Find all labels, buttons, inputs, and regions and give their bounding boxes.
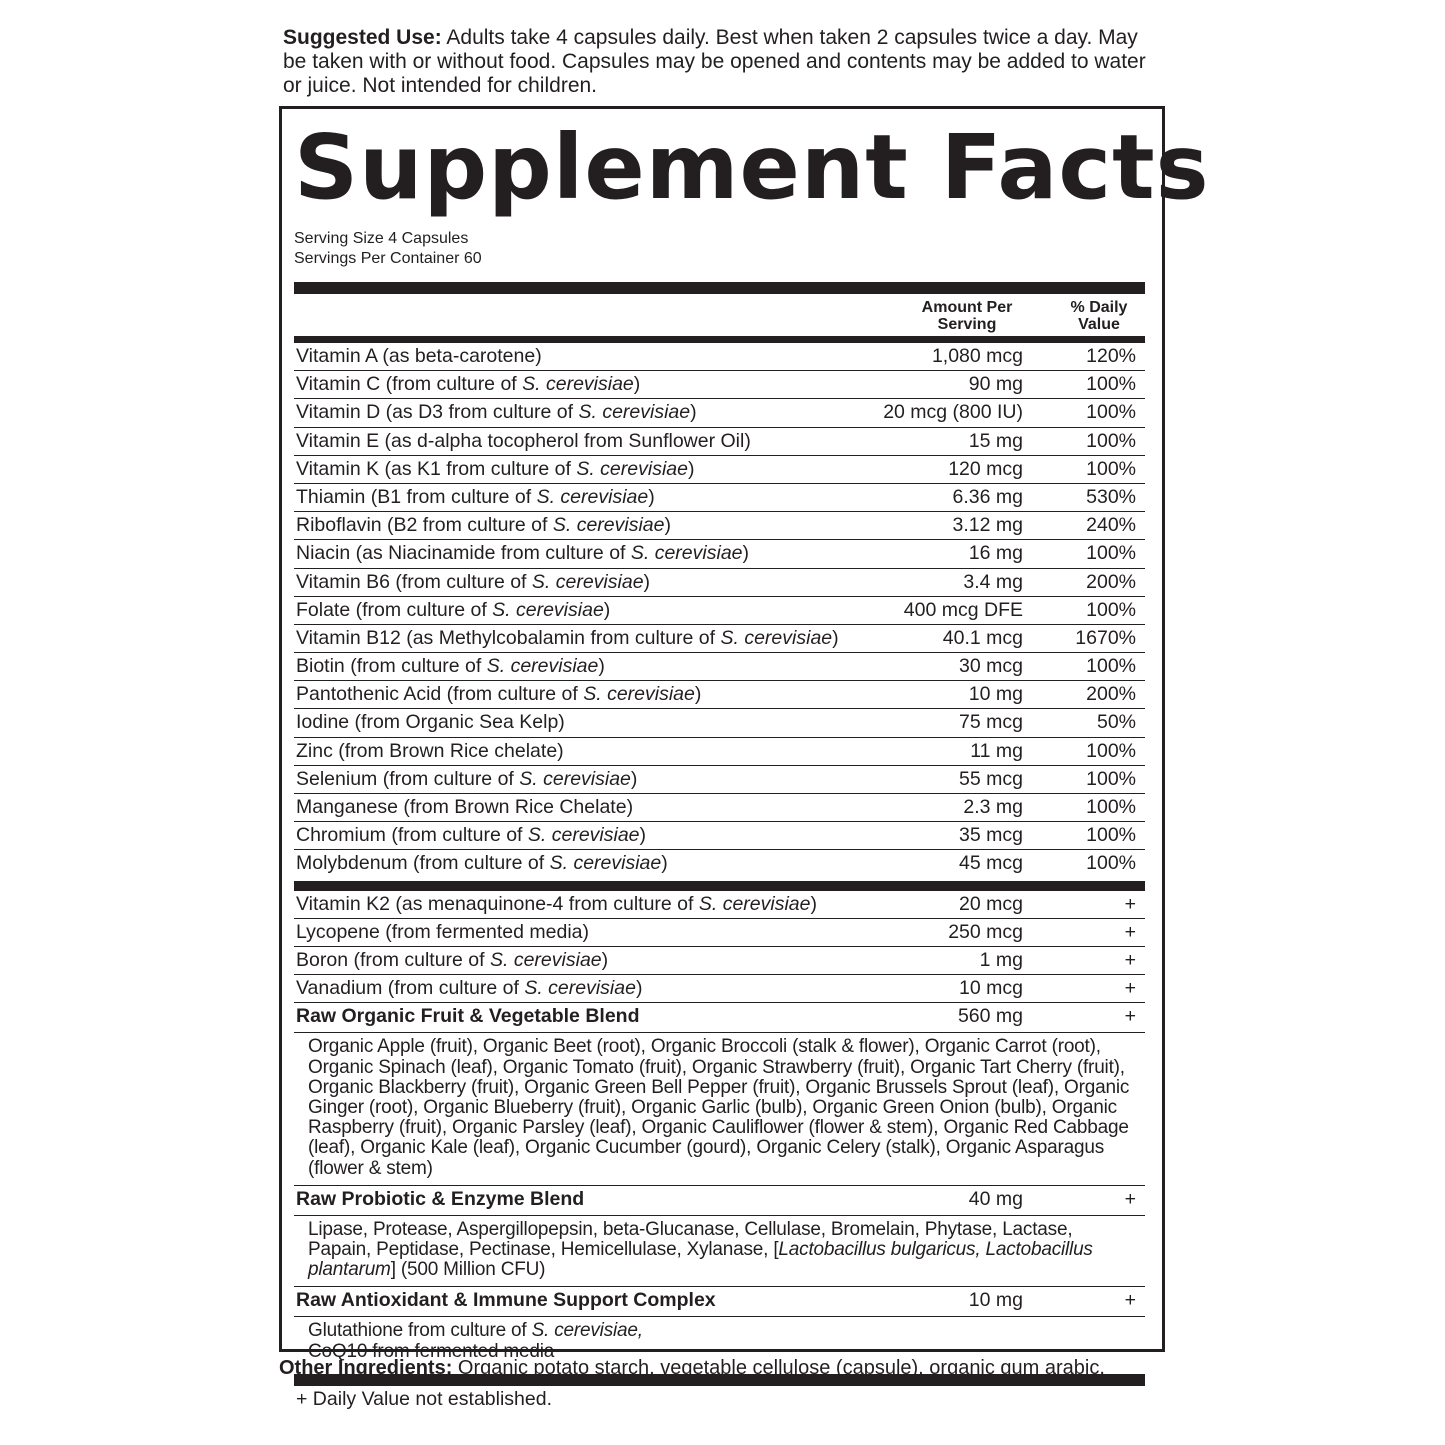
nutrient-source-italic: S. cerevisiae <box>576 457 688 480</box>
nutrient-amount: 10 mcg <box>959 977 1023 1000</box>
nutrient-daily-value: 100% <box>1086 429 1136 452</box>
nutrient-name-text: Lycopene (from fermented media) <box>296 920 589 943</box>
serving-info <box>294 229 1145 269</box>
contents-text: CoQ10 from fermented media <box>308 1340 555 1362</box>
other-ingredients-text: Organic potato starch, vegetable cellulose (capsule), organic gum arabic. <box>452 1357 1105 1379</box>
nutrient-name-text: Biotin (from culture of <box>296 655 487 678</box>
nutrient-row <box>294 681 1145 709</box>
nutrient-daily-value: 100% <box>1086 824 1136 847</box>
blend-daily-value: + <box>1124 1289 1136 1312</box>
nutrient-daily-value: + <box>1124 948 1136 971</box>
nutrient-name-text: ) <box>742 542 750 565</box>
nutrient-name-text: ) <box>633 373 641 396</box>
nutrient-row <box>294 919 1145 947</box>
nutrient-name <box>296 428 751 455</box>
nutrient-name <box>296 569 650 596</box>
nutrient-row <box>294 625 1145 653</box>
nutrient-row <box>294 399 1145 427</box>
nutrient-source-italic: S. cerevisiae <box>524 977 636 1000</box>
nutrient-name <box>296 540 749 567</box>
nutrient-amount: 90 mg <box>968 373 1023 396</box>
nutrient-name <box>296 484 655 511</box>
suggested-use-label: Suggested Use: <box>283 26 442 49</box>
nutrient-name-text: Pantothenic Acid (from culture of <box>296 683 584 706</box>
nutrient-name-text: Niacin (as Niacinamide from culture of <box>296 542 631 565</box>
divider-thick <box>294 282 1145 294</box>
nutrient-source-italic: S. cerevisiae <box>531 570 644 593</box>
nutrient-daily-value: 100% <box>1086 542 1136 565</box>
nutrient-source-italic: S. cerevisiae <box>578 401 691 424</box>
nutrient-row <box>294 343 1145 371</box>
suggested-use-text: Adults take 4 capsules daily. Best when taken 2 capsules twice a day. May be taken with or without food. Capsules may be opened and contents may be added to water or juice. Not intended for children. <box>283 26 1146 97</box>
contents-text: Lipase, Protease, Aspergillopepsin, beta-Glucanase, Cellulase, Bromelain, Phytase, Lactase, Papain, Peptidase, Pectinase, Hemicellulase, Xylanase, [ <box>308 1218 1073 1260</box>
contents-text: ] (500 Million CFU) <box>390 1259 546 1281</box>
nutrient-name <box>296 822 646 849</box>
serving-size: Serving Size 4 Capsules <box>294 230 469 247</box>
blend-amount: 10 mg <box>968 1289 1023 1312</box>
nutrient-amount: 400 mcg DFE <box>903 598 1023 621</box>
nutrient-name <box>296 625 839 652</box>
nutrient-name <box>296 794 633 821</box>
nutrient-source-italic: S. cerevisiae <box>522 373 634 396</box>
nutrient-row <box>294 822 1145 850</box>
nutrient-daily-value: 530% <box>1086 485 1136 508</box>
nutrient-row <box>294 653 1145 681</box>
nutrient-amount: 16 mg <box>968 542 1023 565</box>
nutrient-daily-value: 100% <box>1086 852 1136 875</box>
nutrient-name <box>296 766 637 793</box>
nutrient-name <box>296 738 564 765</box>
nutrient-name <box>296 975 642 1002</box>
nutrient-source-italic: S. cerevisiae <box>698 892 811 915</box>
nutrient-name <box>296 343 542 370</box>
nutrient-name-text: ) <box>635 977 643 1000</box>
nutrient-name-text: Vitamin K (as K1 from culture of <box>296 457 577 480</box>
nutrient-row <box>294 484 1145 512</box>
blend-amount: 40 mg <box>968 1187 1023 1210</box>
nutrient-name <box>296 947 608 974</box>
nutrient-row <box>294 428 1145 456</box>
nutrient-daily-value: 100% <box>1086 598 1136 621</box>
nutrient-daily-value: 1670% <box>1075 626 1136 649</box>
blend-row-antioxidant <box>294 1287 1145 1317</box>
nutrient-amount: 250 mcg <box>948 920 1023 943</box>
other-nutrient-list <box>294 891 1145 1004</box>
nutrient-row <box>294 456 1145 484</box>
nutrient-name-text: Iodine (from Organic Sea Kelp) <box>296 711 565 734</box>
nutrient-amount: 1,080 mcg <box>931 345 1023 367</box>
nutrient-name-text: Vanadium (from culture of <box>296 977 525 1000</box>
nutrient-amount: 75 mcg <box>959 711 1023 734</box>
nutrient-name-text: ) <box>687 457 695 480</box>
nutrient-name <box>296 681 701 708</box>
nutrient-source-italic: S. cerevisiae <box>720 626 833 649</box>
nutrient-source-italic: S. cerevisiae <box>492 598 604 621</box>
nutrient-amount: 15 mg <box>968 429 1023 452</box>
nutrient-daily-value: 100% <box>1086 796 1136 818</box>
nutrient-name-text: Vitamin B12 (as Methylcobalamin from culture of <box>296 626 721 649</box>
nutrient-name-text: ) <box>643 570 651 593</box>
divider-medium <box>294 881 1145 891</box>
nutrient-amount: 1 mg <box>979 948 1023 971</box>
nutrient-daily-value: + <box>1124 892 1136 915</box>
nutrient-row <box>294 975 1145 1003</box>
nutrient-name-text: ) <box>832 626 839 649</box>
blend-row-fruit <box>294 1003 1145 1033</box>
nutrient-amount: 120 mcg <box>948 457 1023 480</box>
nutrient-name <box>296 709 565 736</box>
blend-amount: 560 mg <box>957 1005 1023 1028</box>
nutrient-name-text: Manganese (from Brown Rice Chelate) <box>296 796 634 818</box>
nutrient-name-text: Vitamin K2 (as menaquinone-4 from culture of <box>296 892 699 915</box>
nutrient-row <box>294 891 1145 919</box>
nutrient-source-italic: S. cerevisiae <box>527 824 640 847</box>
nutrient-name-text: Chromium (from culture of <box>296 824 528 847</box>
nutrient-amount: 2.3 mg <box>963 796 1023 818</box>
nutrient-name-text: Selenium (from culture of <box>296 767 520 790</box>
nutrient-row <box>294 766 1145 794</box>
nutrient-name-text: Thiamin (B1 from culture of <box>296 485 537 508</box>
nutrient-daily-value: 100% <box>1086 739 1136 762</box>
divider-medium <box>294 336 1145 343</box>
nutrient-source-italic: S. cerevisiae <box>552 514 665 537</box>
nutrient-amount: 6.36 mg <box>952 485 1023 508</box>
nutrient-name-text: Folate (from culture of <box>296 598 493 621</box>
nutrient-name <box>296 597 610 624</box>
nutrient-amount: 20 mcg <box>959 892 1023 915</box>
blend-name: Raw Antioxidant & Immune Support Complex <box>296 1289 716 1312</box>
nutrient-name-text: ) <box>694 683 702 706</box>
nutrient-name <box>296 456 694 483</box>
nutrient-name-text: Vitamin E (as d-alpha tocopherol from Sunflower Oil) <box>296 429 751 452</box>
nutrient-name-text: ) <box>810 892 817 915</box>
nutrient-daily-value: 200% <box>1086 683 1136 706</box>
other-ingredients <box>279 1356 1179 1380</box>
nutrient-amount: 35 mcg <box>959 824 1023 847</box>
servings-per-container: Servings Per Container 60 <box>294 250 482 267</box>
nutrient-name <box>296 850 668 877</box>
nutrient-daily-value: 240% <box>1086 514 1136 537</box>
nutrient-source-italic: S. cerevisiae <box>583 683 695 706</box>
nutrient-daily-value: 100% <box>1086 373 1136 396</box>
nutrient-name-text: ) <box>661 852 668 875</box>
nutrient-amount: 3.12 mg <box>952 514 1023 537</box>
nutrient-row <box>294 709 1145 737</box>
nutrient-source-italic: S. cerevisiae <box>549 852 662 875</box>
nutrient-name-text: Vitamin C (from culture of <box>296 373 523 396</box>
nutrient-name <box>296 371 640 398</box>
nutrient-name-text: Riboflavin (B2 from culture of <box>296 514 553 537</box>
nutrient-name-text: ) <box>598 655 605 678</box>
nutrient-name <box>296 399 697 426</box>
header-daily-value: % Daily Value <box>1070 299 1128 333</box>
nutrient-daily-value: 100% <box>1086 655 1136 678</box>
nutrient-row <box>294 540 1145 568</box>
nutrient-name-text: Vitamin D (as D3 from culture of <box>296 401 579 424</box>
other-ingredients-label: Other Ingredients: <box>279 1357 453 1379</box>
blend-daily-value: + <box>1124 1187 1136 1210</box>
nutrient-amount: 11 mg <box>970 739 1023 762</box>
nutrient-row <box>294 597 1145 625</box>
nutrient-name-text: Zinc (from Brown Rice chelate) <box>296 739 564 762</box>
nutrient-amount: 55 mcg <box>959 767 1023 790</box>
blend-name: Raw Probiotic & Enzyme Blend <box>296 1187 585 1210</box>
nutrient-name-text: Vitamin A (as beta-carotene) <box>296 345 542 367</box>
nutrient-daily-value: 120% <box>1086 345 1136 367</box>
nutrient-row <box>294 947 1145 975</box>
nutrient-amount: 45 mcg <box>959 852 1023 875</box>
nutrient-name-text: ) <box>664 514 671 537</box>
suggested-use <box>283 26 1163 98</box>
nutrient-amount: 40.1 mcg <box>942 626 1023 649</box>
nutrient-name-text: ) <box>639 824 647 847</box>
nutrient-daily-value: 50% <box>1096 711 1136 734</box>
blend-row-probiotic <box>294 1186 1145 1216</box>
nutrient-daily-value: 100% <box>1086 401 1136 424</box>
blend-contents-probiotic <box>294 1216 1145 1288</box>
nutrient-name-text: Boron (from culture of <box>296 948 490 971</box>
nutrient-amount: 30 mcg <box>959 655 1023 678</box>
nutrient-name <box>296 891 817 918</box>
nutrient-name-text: ) <box>601 948 609 971</box>
header-amount: Amount Per Serving <box>921 299 1013 333</box>
nutrient-row <box>294 512 1145 540</box>
nutrient-daily-value: 100% <box>1086 767 1136 790</box>
nutrient-name <box>296 919 589 946</box>
nutrient-source-italic: S. cerevisiae <box>536 485 649 508</box>
nutrient-source-italic: S. cerevisiae <box>490 948 602 971</box>
blend-name: Raw Organic Fruit & Vegetable Blend <box>296 1005 640 1028</box>
column-header <box>294 294 1145 336</box>
nutrient-name-text: ) <box>630 767 638 790</box>
nutrient-name-text: ) <box>690 401 697 424</box>
contents-italic: Lactobacillus bulgaricus, Lactobacillus plantarum <box>308 1238 1093 1281</box>
nutrient-row <box>294 850 1145 878</box>
footnote: + Daily Value not established. <box>296 1387 553 1410</box>
nutrient-name <box>296 512 671 539</box>
nutrient-source-italic: S. cerevisiae <box>486 655 599 678</box>
nutrient-daily-value: 200% <box>1086 570 1136 593</box>
nutrient-amount: 10 mg <box>968 683 1023 706</box>
blend-contents-fruit: Organic Apple (fruit), Organic Beet (root), Organic Broccoli (stalk & flower), Organic Carrot (root), Organic Spinach (leaf), Organic Tomato (fruit), Organic Strawberry (fruit), Organic Tart Cherry (fruit), Organic Blackberry (fruit), Organic Green Bell Pepper (fruit), Organic Brussels Sprout (leaf), Organic Ginger (root), Organic Blueberry (fruit), Organic Garlic (bulb), Organic Green Onion (bulb), Organic Raspberry (fruit), Organic Parsley (leaf), Organic Cauliflower (flower & stem), Organic Red Cabbage (leaf), Organic Kale (leaf), Organic Cucumber (gourd), Organic Celery (stalk), Organic Asparagus (flower & stem) <box>294 1033 1145 1185</box>
nutrient-source-italic: S. cerevisiae <box>630 542 743 565</box>
nutrient-name <box>296 653 605 680</box>
nutrient-name-text: Molybdenum (from culture of <box>296 852 550 875</box>
nutrient-row <box>294 738 1145 766</box>
nutrient-daily-value: + <box>1124 977 1136 1000</box>
nutrient-list <box>294 343 1145 879</box>
nutrient-name-text: ) <box>603 598 611 621</box>
panel-title: Supplement Facts <box>294 115 1210 219</box>
nutrient-name-text: Vitamin B6 (from culture of <box>296 570 532 593</box>
contents-text: Glutathione from culture of <box>308 1320 532 1342</box>
nutrient-row <box>294 794 1145 822</box>
nutrient-source-italic: S. cerevisiae <box>519 767 631 790</box>
nutrient-name-text: ) <box>648 485 655 508</box>
blend-daily-value: + <box>1124 1005 1136 1028</box>
nutrient-amount: 20 mcg (800 IU) <box>883 401 1023 424</box>
nutrient-daily-value: + <box>1124 920 1136 943</box>
nutrient-daily-value: 100% <box>1086 457 1136 480</box>
nutrient-row <box>294 371 1145 399</box>
nutrient-amount: 3.4 mg <box>963 570 1023 593</box>
nutrient-row <box>294 569 1145 597</box>
contents-italic: S. cerevisiae, <box>531 1320 643 1342</box>
